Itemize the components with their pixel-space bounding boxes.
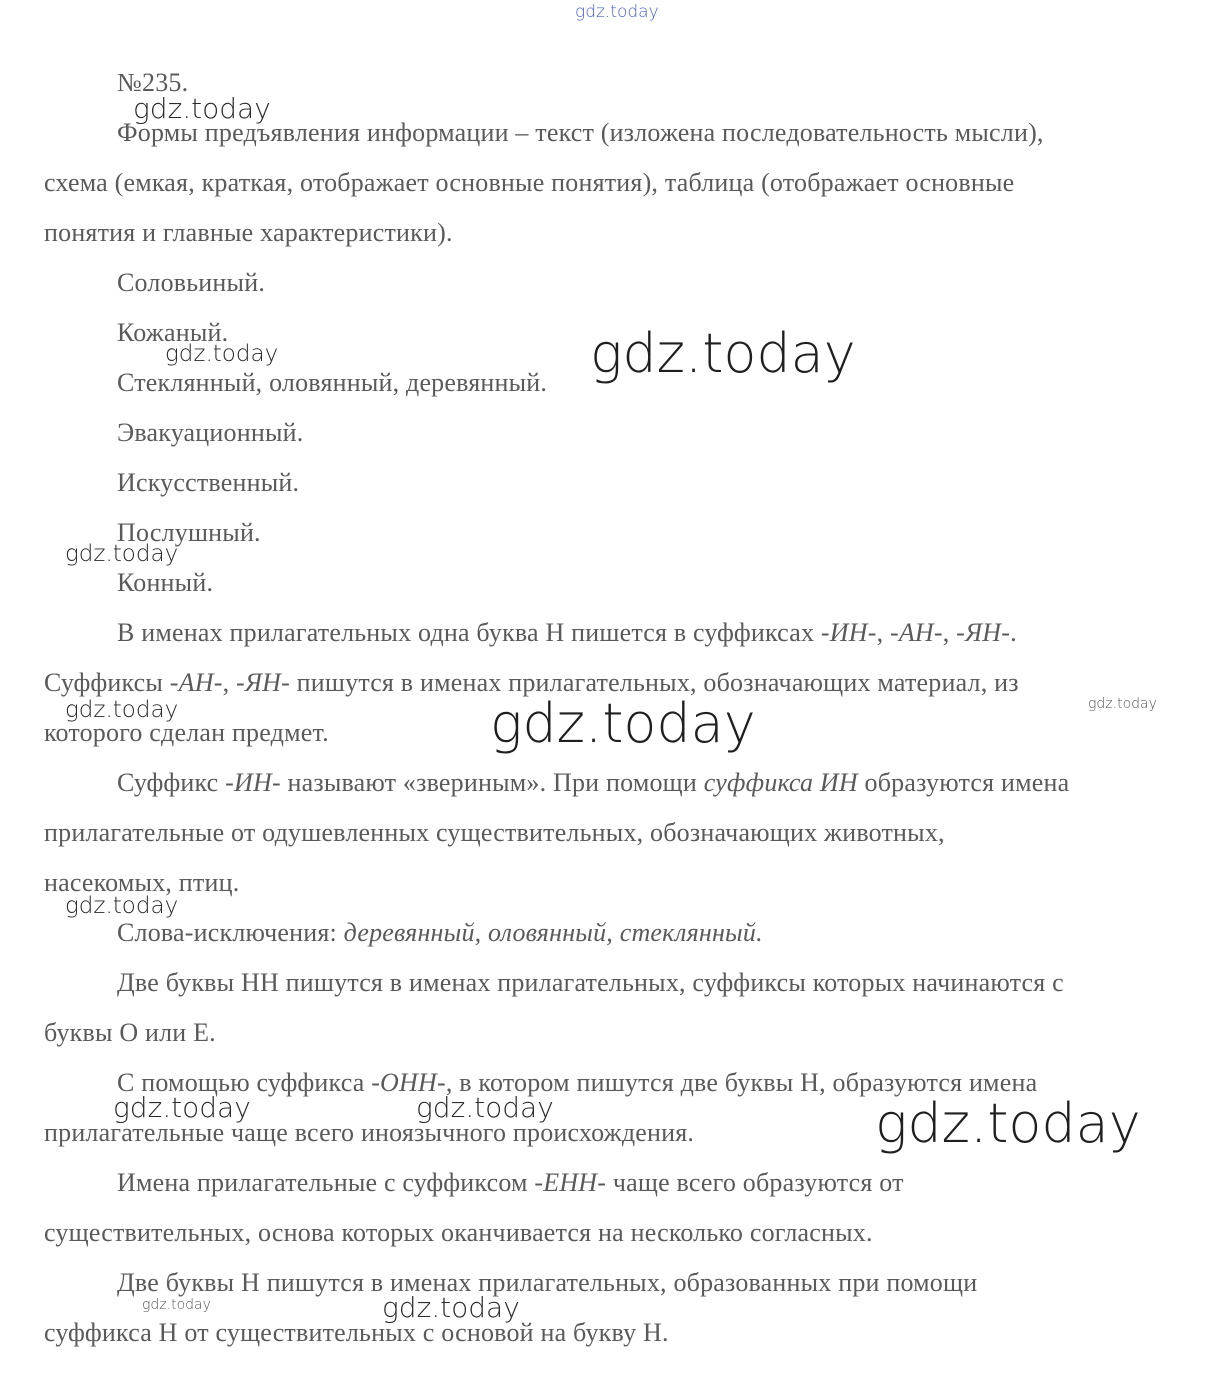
suffix-text: -ОНН- (371, 1068, 446, 1097)
rule-one-n-line-1 (117, 618, 1017, 648)
text-span: , (876, 618, 890, 647)
rule-nn-line-1: Две буквы НН пишутся в именах прилагательных, суффиксы которых начинаются с (117, 968, 1064, 997)
rule-in-line-2: прилагательные от одушевленных существительных, обозначающих животных, (44, 818, 945, 847)
rule-onn-line-2: прилагательные чаще всего иноязычного происхождения. (44, 1118, 695, 1147)
watermark: gdz.today (65, 893, 179, 919)
text-span: , (942, 618, 957, 647)
word-line: Соловьиный. (117, 268, 266, 297)
rule-nn-line-2: буквы О или Е. (44, 1018, 216, 1047)
suffix-text: -ЯН- (956, 618, 1011, 647)
text-span: образуются имена (857, 768, 1070, 797)
watermark: gdz.today (113, 1091, 251, 1124)
paragraph-forms-line-1: Формы предъявления информации – текст (изложена последовательность мысли), (117, 118, 1044, 147)
rule-one-n-line-3: которого сделан предмет. (44, 718, 329, 747)
text-span: Суффикс (117, 768, 226, 797)
paragraph-forms-line-3: понятия и главные характеристики). (44, 218, 453, 247)
text-span: , (222, 668, 236, 697)
text-span: , в котором пишутся две буквы Н, образуются имена (445, 1068, 1038, 1097)
text-span: Имена прилагательные с суффиксом (117, 1168, 535, 1197)
suffix-text: -ЕНН- (534, 1168, 607, 1197)
task-number: №235. (117, 68, 189, 97)
watermark: gdz.today (490, 692, 756, 755)
rule-n-n-line-1: Две буквы Н пишутся в именах прилагательных, образованных при помощи (117, 1268, 978, 1297)
watermark: gdz.today (590, 322, 856, 385)
text-span: . (1010, 618, 1017, 647)
suffix-text: -АН- (889, 618, 943, 647)
rule-in-line-3: насекомых, птиц. (44, 868, 240, 897)
word-line: Стеклянный, оловянный, деревянный. (117, 368, 548, 397)
watermark: gdz.today (575, 2, 659, 22)
rule-in-line-1 (117, 768, 1069, 798)
paragraph-forms-line-2: схема (емкая, краткая, отображает основные понятия), таблица (отображает основные (44, 168, 1015, 197)
word-line: Эвакуационный. (117, 418, 304, 447)
text-span: С помощью суффикса (117, 1068, 372, 1097)
watermark: gdz.today (142, 1297, 211, 1313)
rule-enn-line-2: существительных, основа которых оканчивается на несколько согласных. (44, 1218, 873, 1247)
text-span: чаще всего образуются от (606, 1168, 904, 1197)
exceptions-words: деревянный, оловянный, стеклянный. (343, 918, 763, 947)
text-span: Суффиксы (44, 668, 170, 697)
word-line: Кожаный. (117, 318, 229, 347)
text-span: называют «звериным». При помощи (280, 768, 704, 797)
suffix-text: -ИН- (820, 618, 877, 647)
suffix-text: -ИН- (225, 768, 281, 797)
watermark: gdz.today (65, 697, 179, 723)
word-line: Конный. (117, 568, 214, 597)
word-line: Искусственный. (117, 468, 300, 497)
suffix-text: -АН- (169, 668, 223, 697)
exceptions-label: Слова-исключения: (117, 918, 344, 947)
word-line: Послушный. (117, 518, 261, 547)
rule-enn-line-1 (117, 1168, 904, 1198)
exceptions-line (117, 918, 763, 948)
watermark: gdz.today (1088, 696, 1157, 712)
suffix-text: суффикса ИН (703, 768, 858, 797)
watermark: gdz.today (875, 1092, 1141, 1155)
text-span: пишутся в именах прилагательных, обозначающих материал, из (289, 668, 1019, 697)
watermark: gdz.today (165, 341, 279, 367)
rule-n-n-line-2: суффикса Н от существительных с основой на букву Н. (44, 1318, 669, 1347)
suffix-text: -ЯН- (235, 668, 290, 697)
watermark: gdz.today (382, 1291, 520, 1324)
watermark: gdz.today (65, 541, 179, 567)
watermark: gdz.today (416, 1091, 554, 1124)
text-span: В именах прилагательных одна буква Н пишется в суффиксах (117, 618, 821, 647)
watermark: gdz.today (133, 92, 271, 125)
